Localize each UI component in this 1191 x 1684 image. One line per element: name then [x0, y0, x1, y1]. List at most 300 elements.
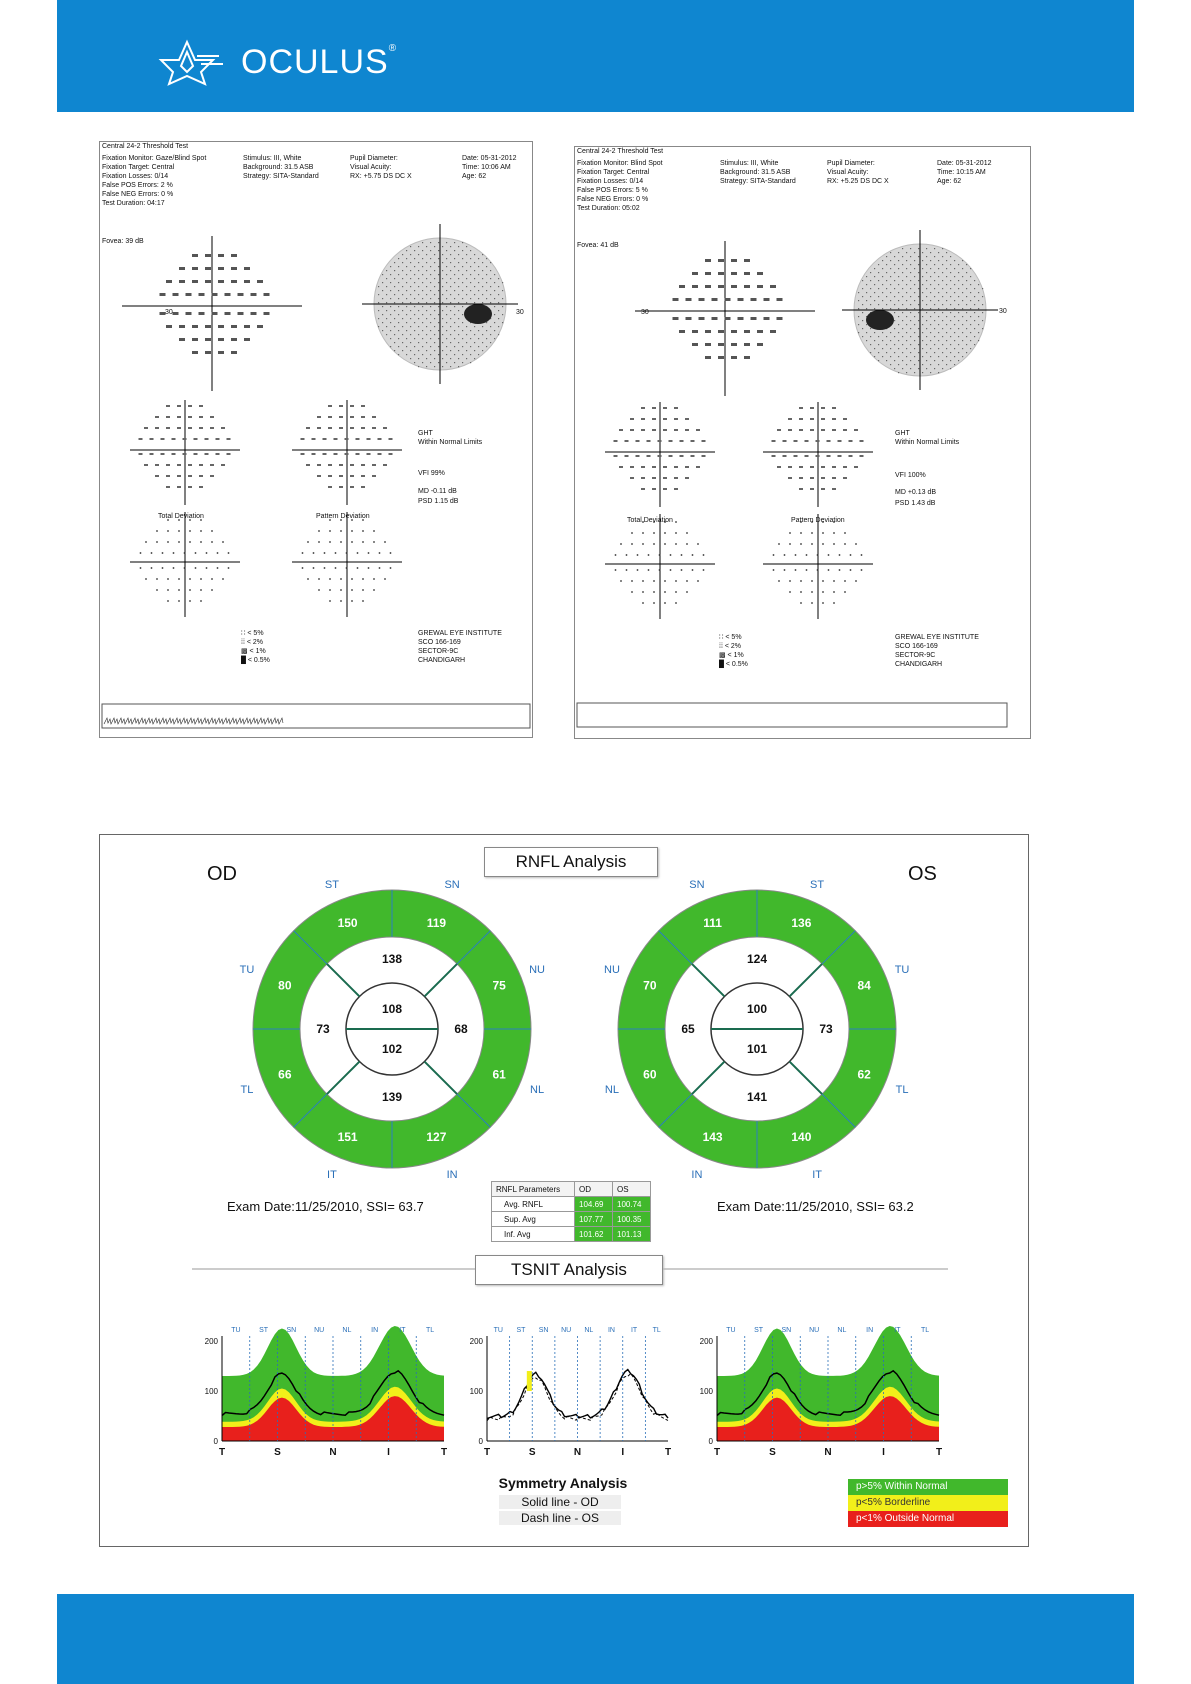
vf-greyscale-dot — [414, 330, 415, 331]
vf-greyscale-dot — [902, 328, 903, 329]
vf-greyscale-dot — [950, 312, 951, 313]
vf-deviation-value — [641, 488, 645, 490]
vf-deviation-value — [821, 477, 825, 479]
vf-probability-dot — [184, 552, 186, 554]
vf-greyscale-dot — [894, 328, 895, 329]
vf-probability-dot — [335, 567, 337, 569]
vf-greyscale-dot — [462, 322, 463, 323]
vf-probability-dot — [373, 589, 375, 591]
vf-threshold-value — [731, 356, 737, 359]
vf-greyscale-dot — [894, 360, 895, 361]
vf-probability-dot — [329, 589, 331, 591]
vf-probability-dot — [307, 541, 309, 543]
vf-probability-dot — [675, 591, 677, 593]
vf-greyscale-dot — [442, 310, 443, 311]
vf-deviation-value — [641, 477, 645, 479]
vf-greyscale-dot — [474, 286, 475, 287]
vf-greyscale-dot — [954, 308, 955, 309]
vf-greyscale-dot — [418, 246, 419, 247]
vf-greyscale-dot — [950, 344, 951, 345]
vf-greyscale-dot — [490, 326, 491, 327]
vf-greyscale-dot — [490, 302, 491, 303]
vf-greyscale-dot — [874, 308, 875, 309]
vf-deviation-value — [172, 438, 176, 440]
vf-greyscale-dot — [454, 330, 455, 331]
vf-deviation-value — [619, 429, 623, 431]
vf-greyscale-dot — [450, 334, 451, 335]
vf-greyscale-dot — [406, 354, 407, 355]
vf-probability-dot — [664, 602, 666, 604]
vf-greyscale-dot — [926, 344, 927, 345]
vf-greyscale-dot — [474, 342, 475, 343]
vf-probability-dot — [806, 554, 808, 556]
tsnit-y-tick-label: 200 — [469, 1337, 483, 1346]
os-sector-value: 60 — [643, 1067, 657, 1082]
vf-greyscale-dot — [918, 368, 919, 369]
vf-greyscale-dot — [954, 364, 955, 365]
vf-greyscale-dot — [938, 268, 939, 269]
vf-deviation-value — [821, 429, 825, 431]
vf-greyscale-dot — [930, 292, 931, 293]
tsnit-x-tick-label: T — [440, 1447, 448, 1458]
vf-threshold-value — [731, 343, 737, 346]
vf-deviation-value — [849, 440, 853, 442]
vf-deviation-value — [652, 466, 656, 468]
vf-deviation-value — [350, 416, 354, 418]
vf-deviation-value — [816, 455, 820, 457]
tsnit-x-tick-label: I — [387, 1447, 390, 1458]
tsnit-sector-label: NL — [584, 1327, 594, 1334]
vf-probability-dot — [228, 567, 230, 569]
vf-greyscale-dot — [438, 362, 439, 363]
vf-greyscale-dot — [950, 368, 951, 369]
vf-deviation-value — [854, 466, 858, 468]
vf-deviation-value — [816, 440, 820, 442]
vf-deviation-value — [389, 438, 393, 440]
vf-threshold-value — [257, 280, 263, 283]
vf-greyscale-dot — [910, 280, 911, 281]
vf-deviation-value — [199, 416, 203, 418]
vf-deviation-value — [166, 486, 170, 488]
vf-greyscale-dot — [434, 334, 435, 335]
vf-deviation-value — [350, 405, 354, 407]
vf-deviation-value — [356, 453, 360, 455]
vf-deviation-value — [832, 488, 836, 490]
vf-greyscale-dot — [410, 350, 411, 351]
vf-greyscale-dot — [442, 278, 443, 279]
vf-greyscale-dot — [966, 328, 967, 329]
vf-greyscale-dot — [902, 272, 903, 273]
vf-deviation-value — [172, 453, 176, 455]
vf-greyscale-dot — [858, 332, 859, 333]
vf-greyscale-dot — [962, 268, 963, 269]
vf-deviation-value — [210, 464, 214, 466]
vf-deviation-value — [361, 416, 365, 418]
vf-threshold-value — [192, 267, 198, 270]
vf-greyscale-dot — [462, 298, 463, 299]
vf-greyscale-dot — [878, 280, 879, 281]
vf-threshold-value — [731, 259, 737, 262]
tsnit-sector-label: SN — [286, 1327, 297, 1334]
vf-greyscale-dot — [954, 284, 955, 285]
header-band — [57, 0, 1134, 112]
vf-greyscale-dot — [478, 346, 479, 347]
vf-deviation-value — [383, 427, 387, 429]
vf-probability-dot — [173, 552, 175, 554]
vf-greyscale-dot — [962, 276, 963, 277]
vf-deviation-value — [810, 466, 814, 468]
vf-greyscale-dot — [450, 350, 451, 351]
vf-greyscale-dot — [966, 272, 967, 273]
tsnit-y-tick-label: 0 — [213, 1437, 218, 1446]
vf-probability-dot — [800, 543, 802, 545]
vf-greyscale-dot — [934, 272, 935, 273]
vf-deviation-value — [210, 427, 214, 429]
vf-greyscale-dot — [478, 338, 479, 339]
vf-axis-label-left: 30 — [641, 309, 649, 316]
vf-greyscale-dot — [978, 300, 979, 301]
vf-greyscale-dot — [974, 328, 975, 329]
vf-deviation-value — [177, 486, 181, 488]
vf-deviation-value — [685, 466, 689, 468]
vf-greyscale-dot — [458, 254, 459, 255]
tsnit-x-tick-label: T — [483, 1447, 491, 1458]
vf-greyscale-dot — [914, 308, 915, 309]
vf-greyscale-dot — [910, 328, 911, 329]
vf-probability-dot — [362, 578, 364, 580]
vf-greyscale-dot — [494, 330, 495, 331]
vf-greyscale-dot — [442, 302, 443, 303]
vf-greyscale-dot — [974, 336, 975, 337]
vf-greyscale-dot — [882, 308, 883, 309]
vf-probability-dot — [697, 580, 699, 582]
vf-deviation-value — [810, 477, 814, 479]
vf-greyscale-dot — [486, 258, 487, 259]
vf-md: MD -0.11 dB — [418, 488, 457, 495]
vf-threshold-value — [738, 298, 744, 301]
vf-threshold-value — [757, 285, 763, 288]
vf-greyscale-dot — [394, 318, 395, 319]
vf-greyscale-dot — [898, 348, 899, 349]
vf-greyscale-dot — [454, 314, 455, 315]
vf-probability-dot — [151, 567, 153, 569]
vf-greyscale-dot — [870, 272, 871, 273]
vf-greyscale-dot — [430, 242, 431, 243]
vf-greyscale-dot — [402, 302, 403, 303]
vf-greyscale-dot — [934, 304, 935, 305]
vf-threshold-value — [218, 351, 224, 354]
vf-greyscale-dot — [962, 260, 963, 261]
vf-greyscale-dot — [890, 300, 891, 301]
vf-greyscale-dot — [486, 266, 487, 267]
vf-legend: ∷ < 5% ⁞⁞ < 2% ▩ < 1% █ < 0.5% — [241, 630, 270, 665]
od-sector-value: 150 — [337, 915, 358, 930]
vf-greyscale-dot — [882, 356, 883, 357]
tsnit-sector-label: ST — [516, 1327, 526, 1334]
vf-probability-dot — [806, 569, 808, 571]
vf-deviation-value — [361, 405, 365, 407]
vf-greyscale-dot — [446, 306, 447, 307]
vf-probability-dot — [844, 543, 846, 545]
vf-probability-dot — [340, 530, 342, 532]
vf-probability-dot — [686, 543, 688, 545]
vf-probability-dot — [151, 552, 153, 554]
vf-probability-dot — [346, 567, 348, 569]
vf-greyscale-dot — [442, 326, 443, 327]
vf-greyscale-dot — [862, 288, 863, 289]
vf-greyscale-dot — [874, 340, 875, 341]
vf-greyscale-dot — [458, 318, 459, 319]
vf-greyscale-dot — [450, 358, 451, 359]
vf-greyscale-dot — [894, 368, 895, 369]
tsnit-chart — [470, 1327, 671, 1458]
vf-probability-dot — [784, 569, 786, 571]
vf-greyscale-dot — [434, 294, 435, 295]
vf-deviation-value — [838, 440, 842, 442]
vf-greyscale-dot — [398, 354, 399, 355]
vf-probability-dot — [822, 591, 824, 593]
vf-deviation-value — [772, 440, 776, 442]
vf-deviation-value — [188, 486, 192, 488]
vf-greyscale-dot — [418, 310, 419, 311]
vf-greyscale-dot — [402, 310, 403, 311]
vf-greyscale-dot — [426, 358, 427, 359]
vf-threshold-value — [186, 312, 192, 315]
vf-greyscale-dot — [918, 304, 919, 305]
vf-deviation-value — [783, 440, 787, 442]
vf-greyscale-dot — [938, 308, 939, 309]
vf-greyscale-dot — [942, 248, 943, 249]
vf-deviation-value — [799, 429, 803, 431]
vf-greyscale-dot — [982, 312, 983, 313]
vf-greyscale-dot — [894, 312, 895, 313]
vf-greyscale-dot — [430, 362, 431, 363]
vf-deviation-value — [328, 405, 332, 407]
vf-deviation-value — [663, 466, 667, 468]
vf-greyscale-dot — [874, 268, 875, 269]
vf-greyscale-dot — [494, 314, 495, 315]
vf-greyscale-dot — [410, 310, 411, 311]
vf-probability-dot — [789, 580, 791, 582]
vf-greyscale-dot — [402, 294, 403, 295]
vf-threshold-value — [744, 330, 750, 333]
tsnit-sector-label: IT — [399, 1327, 406, 1334]
vf-greyscale-dot — [394, 278, 395, 279]
vf-greyscale-dot — [466, 270, 467, 271]
os-sector-label: IN — [691, 1169, 703, 1182]
vf-deviation-value — [658, 440, 662, 442]
vf-probability-dot — [167, 600, 169, 602]
vf-greyscale-dot — [454, 362, 455, 363]
vf-greyscale-dot — [450, 294, 451, 295]
vf-greyscale-dot — [914, 316, 915, 317]
vf-threshold-value — [231, 254, 237, 257]
vf-deviation-value — [680, 455, 684, 457]
vf-probability-dot — [844, 591, 846, 593]
vf-deviation-value — [177, 475, 181, 477]
vf-greyscale-dot — [898, 372, 899, 373]
vf-greyscale-dot — [950, 304, 951, 305]
vf-greyscale-dot — [418, 366, 419, 367]
vf-greyscale-dot — [930, 332, 931, 333]
tsnit-analysis-title: TSNIT Analysis — [475, 1255, 663, 1285]
vf-probability-dot — [637, 554, 639, 556]
vf-greyscale-dot — [878, 296, 879, 297]
table-row — [492, 1227, 651, 1242]
vf-greyscale-dot — [966, 344, 967, 345]
vf-greyscale-dot — [886, 344, 887, 345]
vf-probability-dot — [681, 554, 683, 556]
vf-greyscale-dot — [422, 282, 423, 283]
vf-probability-dot — [189, 578, 191, 580]
vf-greyscale-dot — [946, 308, 947, 309]
vf-probability-dot — [681, 569, 683, 571]
os-sector-value: 62 — [857, 1067, 871, 1082]
vf-greyscale-dot — [930, 268, 931, 269]
vf-greyscale-dot — [394, 310, 395, 311]
vf-greyscale-dot — [938, 324, 939, 325]
tsnit-sector-label: NL — [837, 1327, 847, 1334]
vf-probability-dot — [822, 602, 824, 604]
vf-institute: GREWAL EYE INSTITUTE SCO 166-169 SECTOR-9C CHANDIGARH — [895, 634, 979, 669]
vf-greyscale-dot — [950, 328, 951, 329]
vf-greyscale-dot — [918, 280, 919, 281]
vf-greyscale-dot — [926, 320, 927, 321]
vf-greyscale-dot — [942, 304, 943, 305]
vf-greyscale-dot — [422, 362, 423, 363]
vf-probability-dot — [653, 532, 655, 534]
vf-probability-dot — [357, 552, 359, 554]
vf-greyscale-dot — [950, 280, 951, 281]
vf-deviation-value — [166, 427, 170, 429]
vf-deviation-value — [799, 488, 803, 490]
vf-deviation-value — [641, 429, 645, 431]
vf-greyscale-dot — [894, 272, 895, 273]
vf-greyscale-dot — [390, 338, 391, 339]
tsnit-x-tick-label: T — [664, 1447, 672, 1458]
vf-info-col1: Fixation Monitor: Blind Spot Fixation Target: Central Fixation Losses: 0/14 False POS Errors: 5 % False NEG Errors: 0 % Test Duration: 05:02 — [577, 160, 663, 213]
vf-greyscale-dot — [950, 272, 951, 273]
vf-threshold-value — [238, 312, 244, 315]
vf-threshold-value — [173, 312, 179, 315]
vf-greyscale-dot — [910, 304, 911, 305]
vf-greyscale-dot — [966, 288, 967, 289]
vf-greyscale-dot — [938, 260, 939, 261]
vf-greyscale-dot — [438, 290, 439, 291]
vf-probability-dot — [675, 532, 677, 534]
vf-probability-dot — [211, 589, 213, 591]
vf-deviation-value — [166, 405, 170, 407]
vf-greyscale-dot — [898, 364, 899, 365]
vf-greyscale-dot — [402, 270, 403, 271]
tsnit-sector-label: NU — [561, 1327, 572, 1334]
vf-greyscale-dot — [462, 354, 463, 355]
vf-deviation-value — [805, 455, 809, 457]
vf-greyscale-dot — [430, 250, 431, 251]
vf-info-col4: Date: 05-31-2012 Time: 10:06 AM Age: 62 — [462, 155, 517, 181]
vf-greyscale-dot — [434, 350, 435, 351]
vf-greyscale-dot — [426, 262, 427, 263]
vf-greyscale-dot — [418, 294, 419, 295]
vf-probability-dot — [789, 591, 791, 593]
vf-greyscale-dot — [894, 344, 895, 345]
vf-deviation-value — [788, 466, 792, 468]
os-sector-label: TL — [895, 1084, 909, 1097]
vf-greyscale-dot — [926, 304, 927, 305]
vf-greyscale-dot — [450, 342, 451, 343]
vf-greyscale-dot — [902, 288, 903, 289]
vf-probability-dot — [686, 591, 688, 593]
vf-probability-dot — [839, 569, 841, 571]
vf-threshold-value — [757, 330, 763, 333]
vf-greyscale-dot — [902, 248, 903, 249]
vf-deviation-value — [777, 466, 781, 468]
vf-greyscale-dot — [910, 360, 911, 361]
os-exam-date: Exam Date:11/25/2010, SSI= 63.2 — [717, 1199, 914, 1214]
table-cell: 100.35 — [613, 1212, 651, 1227]
vf-deviation-value — [221, 427, 225, 429]
od-sector-value: 80 — [278, 978, 292, 993]
vf-axis-label-left: 30 — [165, 309, 173, 316]
vf-greyscale-dot — [478, 330, 479, 331]
vf-probability-dot — [313, 552, 315, 554]
vf-greyscale-dot — [486, 282, 487, 283]
vf-greyscale-dot — [382, 290, 383, 291]
vf-greyscale-dot — [926, 360, 927, 361]
vf-threshold-value — [705, 343, 711, 346]
vf-deviation-value — [188, 405, 192, 407]
vf-greyscale-dot — [898, 284, 899, 285]
vf-greyscale-dot — [406, 298, 407, 299]
vf-greyscale-dot — [898, 332, 899, 333]
vf-deviation-value — [652, 418, 656, 420]
od-sector-value: 66 — [278, 1067, 292, 1082]
vf-greyscale-dot — [446, 322, 447, 323]
os-sector-label: NL — [604, 1084, 619, 1097]
vf-greyscale-dot — [970, 348, 971, 349]
vf-pattern-deviation-label: Pattern Deviation — [316, 513, 370, 520]
vf-threshold-value — [744, 259, 750, 262]
vf-greyscale-dot — [914, 340, 915, 341]
vf-deviation-value — [161, 438, 165, 440]
vf-deviation-value — [155, 416, 159, 418]
vf-probability-dot — [167, 541, 169, 543]
vf-greyscale-dot — [458, 286, 459, 287]
vf-probability-dot — [850, 569, 852, 571]
vf-greyscale-dot — [422, 298, 423, 299]
vf-threshold-value — [712, 298, 718, 301]
os-label: OS — [908, 863, 937, 885]
vf-blind-spot — [866, 310, 894, 330]
vf-greyscale-dot — [902, 312, 903, 313]
vf-deviation-value — [155, 427, 159, 429]
vf-probability-dot — [795, 569, 797, 571]
vf-greyscale-dot — [962, 308, 963, 309]
vf-deviation-value — [821, 488, 825, 490]
vf-greyscale-dot — [978, 308, 979, 309]
vf-greyscale-dot — [446, 274, 447, 275]
vf-greyscale-dot — [974, 312, 975, 313]
vf-deviation-value — [345, 438, 349, 440]
od-sector-label: TL — [240, 1084, 254, 1097]
vf-greyscale-dot — [906, 284, 907, 285]
vf-greyscale-dot — [906, 364, 907, 365]
vf-greyscale-dot — [498, 334, 499, 335]
vf-greyscale-dot — [982, 320, 983, 321]
table-cell: Avg. RNFL — [492, 1197, 575, 1212]
vf-probability-dot — [789, 532, 791, 534]
vf-greyscale-dot — [966, 280, 967, 281]
